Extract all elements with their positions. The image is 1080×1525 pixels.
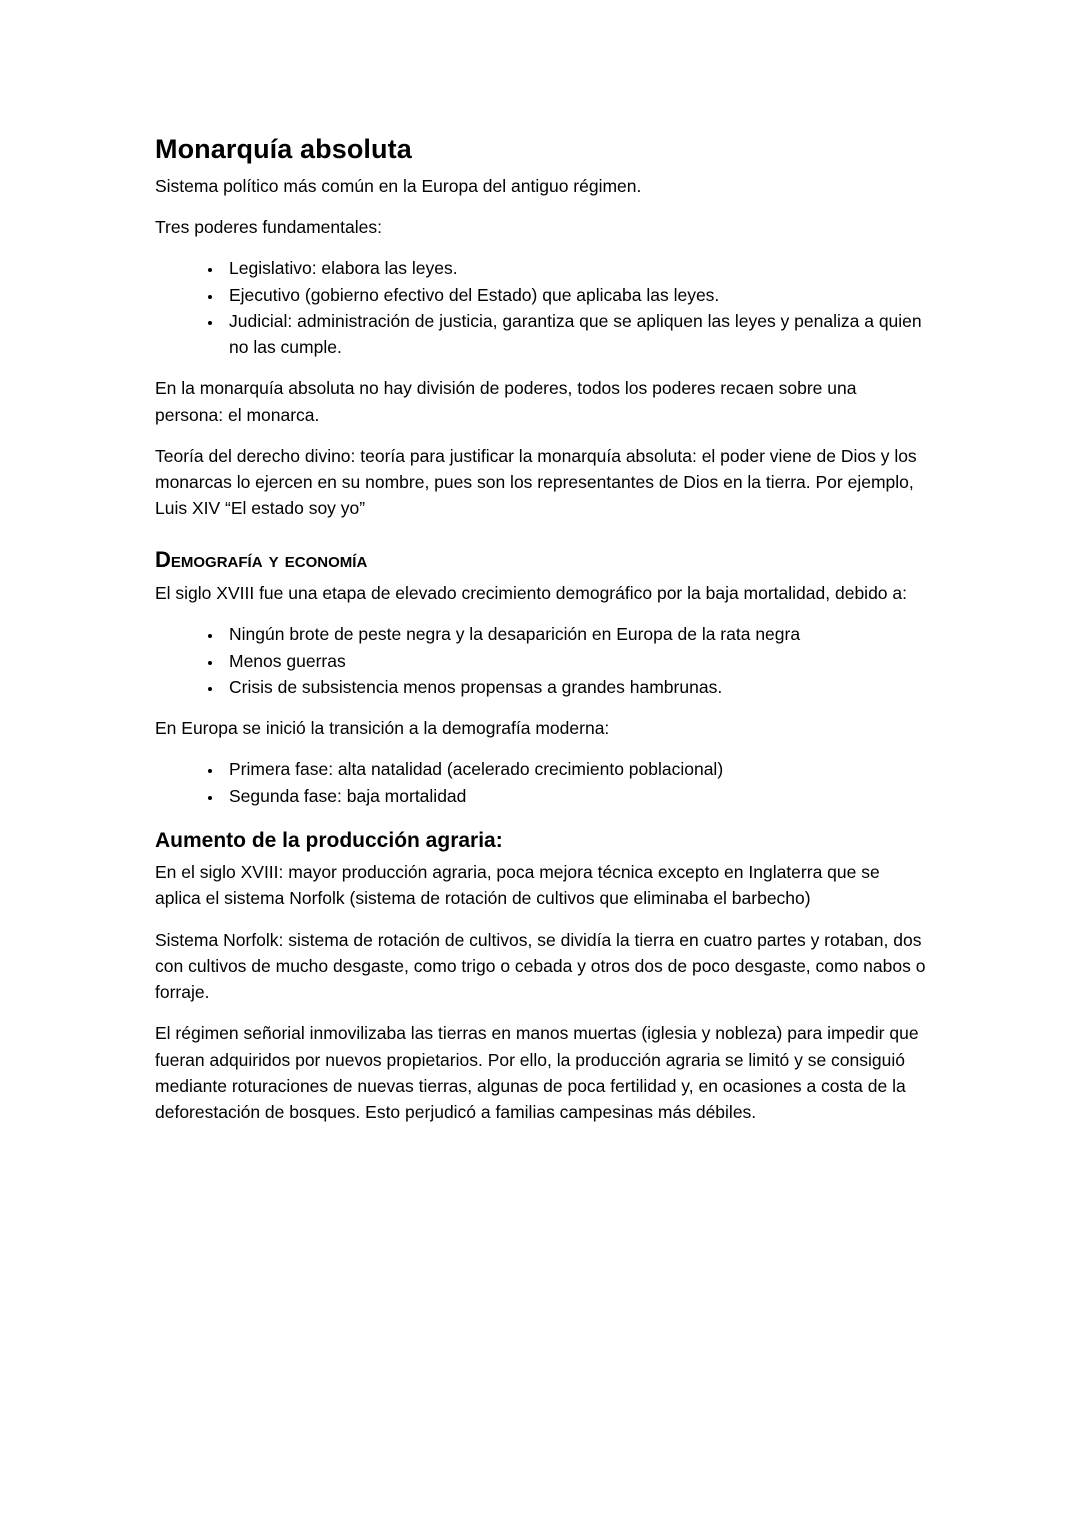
subheading-produccion-agraria: Aumento de la producción agraria: <box>155 828 503 852</box>
bullet-list-fases <box>155 756 928 809</box>
paragraph-sistema-norfolk: Sistema Norfolk: sistema de rotación de cultivos, se dividía la tierra en cuatro partes y rotaban, dos con cultivos de mucho desgaste, como trigo o cebada y otros dos de poco desgaste, como nabos o forraje. <box>155 929 926 1003</box>
paragraph-derecho-divino: Teoría del derecho divino: teoría para justificar la monarquía absoluta: el poder viene de Dios y los monarcas lo ejercen en su nombre, pues son los representantes de Dios en la tierra. Por ejemplo, Luis XIV “El estado soy yo” <box>155 445 917 519</box>
list-item: • Segunda fase: baja mortalidad <box>223 783 928 809</box>
list-item: • Crisis de subsistencia menos propensas a grandes hambrunas. <box>223 674 928 700</box>
list-item: • Ningún brote de peste negra y la desaparición en Europa de la rata negra <box>223 621 928 647</box>
bullet-list-poderes <box>155 255 928 360</box>
page-title: Monarquía absoluta <box>155 134 412 164</box>
list-item: • Primera fase: alta natalidad (acelerado crecimiento poblacional) <box>223 756 928 782</box>
paragraph-siglo-xviii: El siglo XVIII fue una etapa de elevado crecimiento demográfico por la baja mortalidad, debido a: <box>155 583 907 604</box>
paragraph-division-poderes: En la monarquía absoluta no hay división de poderes, todos los poderes recaen sobre una persona: el monarca. <box>155 378 857 425</box>
list-item: • Menos guerras <box>223 648 928 674</box>
bullet-list-mortalidad <box>155 621 928 700</box>
list-item: • Ejecutivo (gobierno efectivo del Estado) que aplicaba las leyes. <box>223 282 928 308</box>
paragraph-tres-poderes: Tres poderes fundamentales: <box>155 217 382 237</box>
paragraph-regimen-senorial: El régimen señorial inmovilizaba las tierras en manos muertas (iglesia y nobleza) para impedir que fueran adquiridos por nuevos propietarios. Por ello, la producción agraria se limitó y se consiguió mediante roturaciones de nuevas tierras, algunas de poca fertilidad y, en ocasiones a costa de la deforestación de bosques. Esto perjudicó a familias campesinas más débiles. <box>155 1023 919 1123</box>
paragraph-produccion-agraria: En el siglo XVIII: mayor producción agraria, poca mejora técnica excepto en Inglaterra que se aplica el sistema Norfolk (sistema de rotación de cultivos que eliminaba el barbecho) <box>155 862 880 909</box>
section-heading-demografia-economia: Demografía y economía <box>155 546 368 572</box>
list-item: • Legislativo: elabora las leyes. <box>223 255 928 281</box>
list-item: • Judicial: administración de justicia, garantiza que se apliquen las leyes y penaliza a quien no las cumple. <box>223 308 928 361</box>
paragraph-intro: Sistema político más común en la Europa del antiguo régimen. <box>155 175 642 196</box>
paragraph-transicion-demografica: En Europa se inició la transición a la demografía moderna: <box>155 718 610 739</box>
